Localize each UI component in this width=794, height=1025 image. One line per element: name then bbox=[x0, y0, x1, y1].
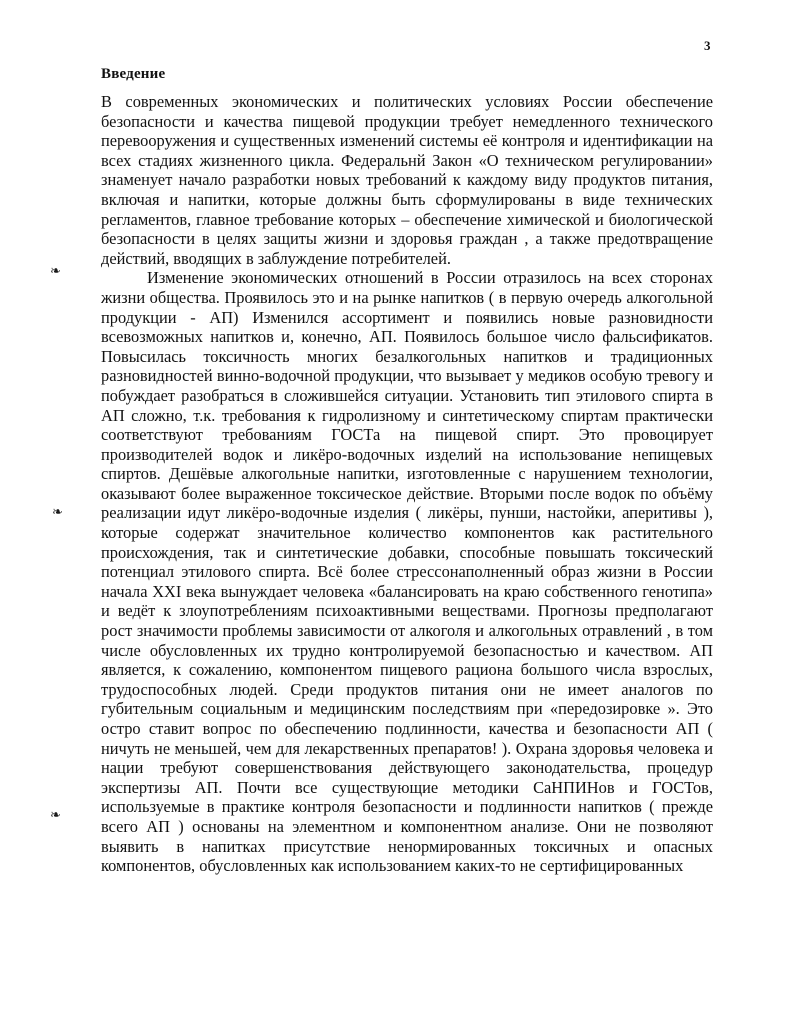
page-number: 3 bbox=[704, 38, 711, 53]
paragraph-intro: В современных экономических и политических условиях России обеспечение безопасности и качества пищевой продукции требует немедленного технического перевооружения и существенных изменений системы её контроля и идентификации на всех стадиях жизненного цикла. Федеральнй Закон «О техническом регулировании» знаменует начало разработки новых требований к каждому виду продуктов питания, включая и напитки, которые должны быть сформулированы в виде технических регламентов, главное требование которых – обеспечение химической и биологической безопасности в целях защиты жизни и здоровья граждан , а также предотвращение действий, вводящих в заблуждение потребителей. bbox=[101, 92, 713, 268]
margin-mark-icon: ❧ bbox=[52, 504, 63, 519]
document-body bbox=[101, 92, 713, 876]
paragraph-main: Изменение экономических отношений в России отразилось на всех сторонах жизни общества. Проявилось это и на рынке напитков ( в первую очередь алкогольной продукции - АП) Изменился ассортимент и появились новые разновидности всевозможных напитков и, конечно, АП. Появилось большое число фальсификатов. Повысилась токсичность многих безалкогольных напитков и традиционных разновидностей винно-водочной продукции, что вызывает у медиков особую тревогу и побуждает разобраться в сложившейся ситуации. Установить тип этилового спирта в АП сложно, т.к. требования к гидролизному и синтетическому спиртам практически соответствуют требованиям ГОСТа на пищевой спирт. Это провоцирует производителей водок и ликёро-водочных изделий на использование непищевых спиртов. Дешёвые алкогольные напитки, изготовленные с нарушением технологии, оказывают более выраженное токсическое действие. Вторыми после водок по объёму реализации идут ликёро-водочные изделия ( ликёры, пунши, настойки, аперитивы ), которые содержат значительное количество компонентов как растительного происхождения, так и синтетические добавки, способные повышать токсический потенциал этилового спирта. Всё более стрессонаполненный образ жизни в России начала XXI века вынуждает человека «балансировать на краю собственного генотипа» и ведёт к злоупотреблениям психоактивными веществами. Прогнозы предполагают рост значимости проблемы зависимости от алкоголя и алкогольных отравлений , в том числе обусловленных их трудно контролируемой безопасностью и качеством. АП является, к сожалению, компонентом пищевого рациона большого числа взрослых, трудоспособных людей. Среди продуктов питания они не имеет аналогов по губительным социальным и медицинским последствиям при «передозировке ». Это остро ставит вопрос по обеспечению подлинности, качества и безопасности АП ( ничуть не меньшей, чем для лекарственных препаратов! ). Охрана здоровья человека и нации требуют совершенствования действующего законодательства, процедур экспертизы АП. Почти все существующие методики СаНПИНов и ГОСТов, используемые в практике контроля безопасности и подлинности напитков ( прежде всего АП ) основаны на элементном и компонентном анализе. Они не позволяют выявить в напитках присутствие ненормированных токсичных и опасных компонентов, обусловленных как использованием каких-то не сертифицированных bbox=[101, 268, 713, 876]
margin-mark-icon: ❧ bbox=[50, 807, 61, 822]
margin-mark-icon: ❧ bbox=[50, 263, 61, 278]
section-heading: Введение bbox=[101, 66, 166, 82]
